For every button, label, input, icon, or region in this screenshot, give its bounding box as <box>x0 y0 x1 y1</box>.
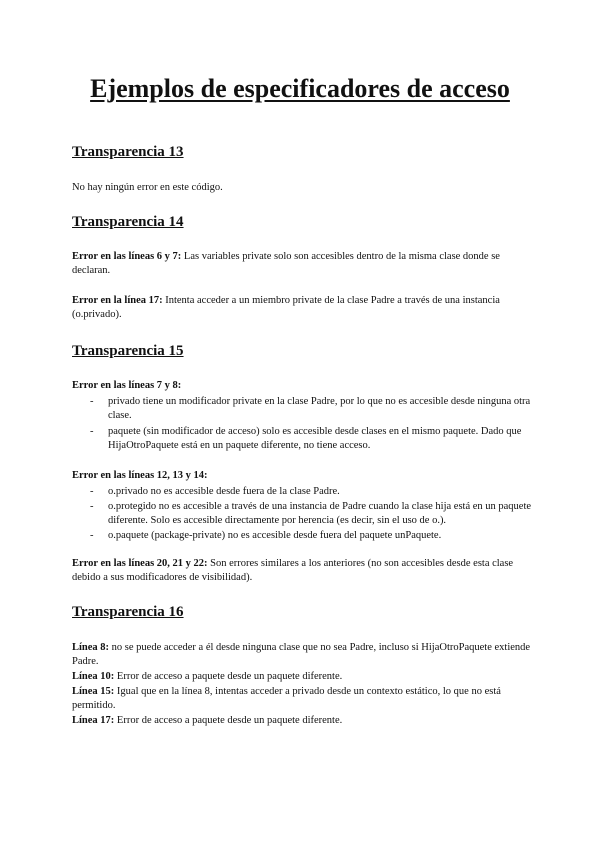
heading-transparencia-14: Transparencia 14 <box>72 214 184 230</box>
bullet-dash: - <box>90 530 94 541</box>
error-label: Error en las líneas 6 y 7: <box>72 251 182 262</box>
line-label: Línea 10: <box>72 671 115 682</box>
bullet-item <box>90 500 532 528</box>
error-label: Error en las líneas 12, 13 y 14: <box>72 470 208 481</box>
paragraph-t15-error-7-8 <box>72 379 532 393</box>
line-text: Error de acceso a paquete desde un paquete diferente. <box>114 671 343 682</box>
line-8-note <box>72 641 532 669</box>
heading-transparencia-13: Transparencia 13 <box>72 144 184 160</box>
bullet-text: o.privado no es accesible desde fuera de la clase Padre. <box>108 486 340 497</box>
line-text: no se puede acceder a él desde ninguna clase que no sea Padre, incluso si HijaOtroPaquete extiende Padre. <box>72 642 531 667</box>
line-text: Igual que en la línea 8, intentas acceder a privado desde un contexto estático, lo que no está permitido. <box>72 686 501 711</box>
bullet-dash: - <box>90 501 94 512</box>
error-text: Las variables private solo son accesibles dentro de la misma clase donde se declaran. <box>72 251 500 276</box>
bullet-item <box>90 529 532 543</box>
bullet-dash: - <box>90 486 94 497</box>
error-text: Intenta acceder a un miembro private de la clase Padre a través de una instancia (o.privado). <box>72 295 500 320</box>
bullet-item <box>90 485 532 499</box>
bullet-item <box>90 395 532 423</box>
line-10-note <box>72 670 532 684</box>
error-label: Error en la línea 17: <box>72 295 163 306</box>
bullet-item <box>90 425 532 453</box>
document-title: Ejemplos de especificadores de acceso <box>90 74 510 103</box>
bullet-text: o.paquete (package-private) no es accesible desde fuera del paquete unPaquete. <box>108 530 442 541</box>
line-17-note <box>72 714 532 728</box>
heading-transparencia-15: Transparencia 15 <box>72 343 184 359</box>
line-15-note <box>72 685 532 713</box>
bullet-text: paquete (sin modificador de acceso) solo es accesible desde clases en el mismo paquete. Dado que HijaOtroPaquete está en un paquete diferente, no tiene acceso. <box>108 426 522 451</box>
line-label: Línea 15: <box>72 686 115 697</box>
line-text: Error de acceso a paquete desde un paquete diferente. <box>114 715 343 726</box>
bullet-dash: - <box>90 426 94 437</box>
error-label: Error en las líneas 20, 21 y 22: <box>72 558 208 569</box>
paragraph-t13: No hay ningún error en este código. <box>72 182 223 193</box>
line-label: Línea 8: <box>72 642 110 653</box>
error-label: Error en las líneas 7 y 8: <box>72 380 182 391</box>
bullet-dash: - <box>90 396 94 407</box>
heading-transparencia-16: Transparencia 16 <box>72 604 184 620</box>
paragraph-t15-error-20-22 <box>72 557 532 585</box>
paragraph-t14-error-6-7 <box>72 250 532 278</box>
paragraph-t14-error-17 <box>72 294 532 322</box>
bullet-text: o.protegido no es accesible a través de una instancia de Padre cuando la clase hija está en un paquete diferente. Solo es accesible directamente por herencia (es decir, sin el uso de o.). <box>108 501 532 526</box>
line-label: Línea 17: <box>72 715 115 726</box>
bullet-text: privado tiene un modificador private en la clase Padre, por lo que no es accesible desde ninguna otra clase. <box>108 396 531 421</box>
paragraph-t15-error-12-14 <box>72 469 532 483</box>
error-text: Son errores similares a los anteriores (no son accesibles desde esta clase debido a sus modificadores de visibilidad). <box>72 558 514 583</box>
